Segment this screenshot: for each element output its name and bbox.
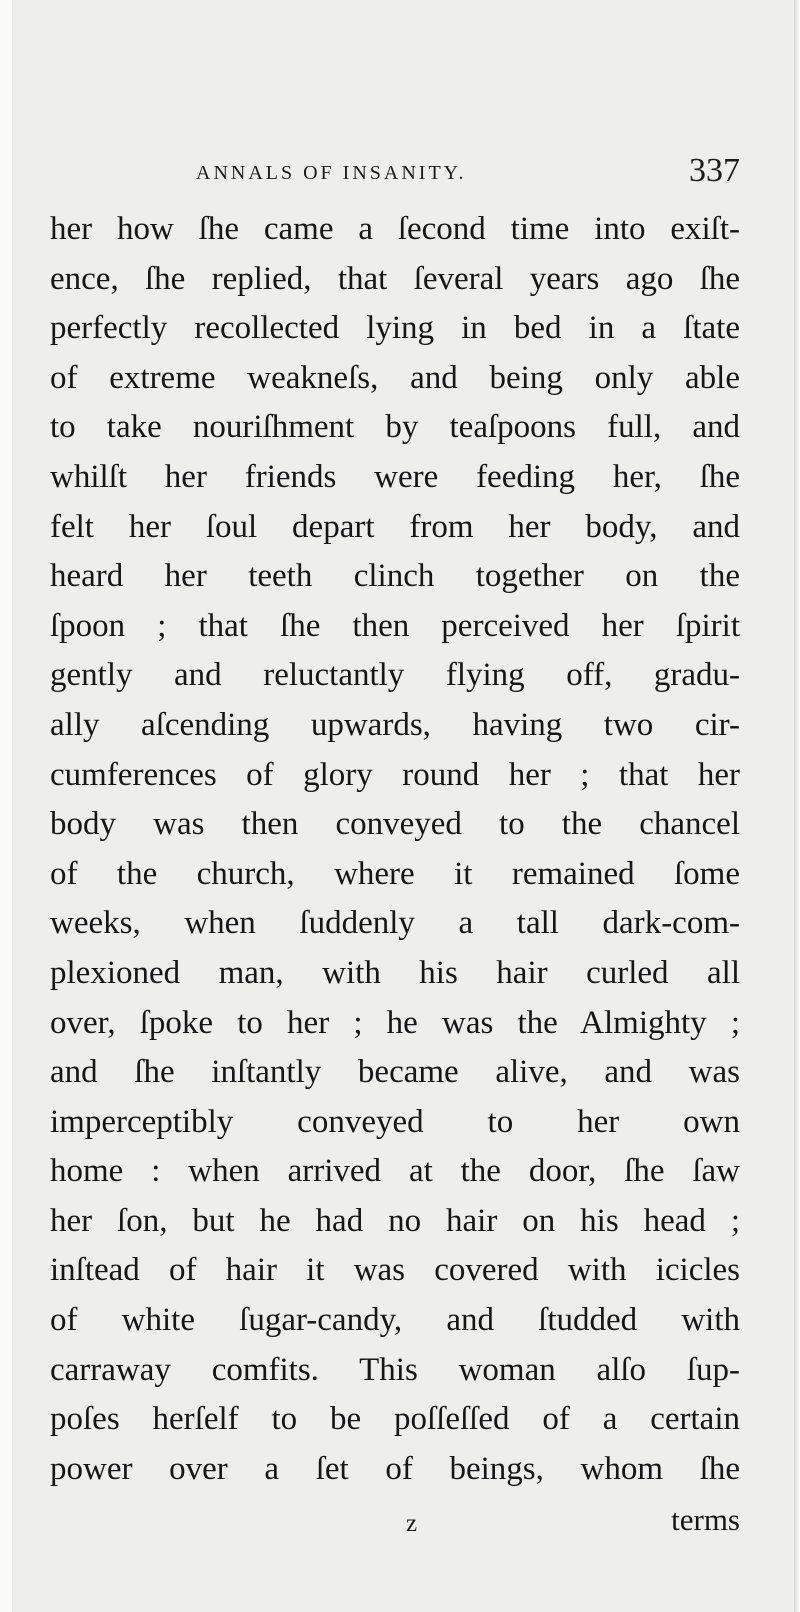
text-line: perfectly recollected lying in bed in a ſtate [50,310,740,347]
page-margin [0,0,12,1612]
page-number: 337 [689,152,740,189]
page-footer [50,1500,740,1550]
text-line: whilſt her friends were feeding her, ſhe [50,458,740,495]
text-line: ſpoon ; that ſhe then perceived her ſpirit [50,607,740,644]
text-line: cumferences of glory round her ; that her [50,756,740,793]
text-line: ence, ſhe replied, that ſeveral years ago ſhe [50,260,740,297]
text-line: inſtead of hair it was covered with icicles [50,1252,740,1289]
text-line: power over a ſet of beings, whom ſhe [50,1450,740,1487]
text-line: gently and reluctantly flying off, gradu- [50,657,740,694]
running-head [50,152,740,198]
catchword: terms [671,1502,740,1537]
text-line: of white ſugar-candy, and ſtudded with [50,1302,740,1339]
text-line: her how ſhe came a ſecond time into exiſt- [50,211,740,247]
text-line: felt her ſoul depart from her body, and [50,508,740,545]
text-line: home : when arrived at the door, ſhe ſaw [50,1153,740,1190]
text-line: plexioned man, with his hair curled all [50,954,740,991]
text-line: ally aſcending upwards, having two cir- [50,706,740,743]
body-text [50,205,740,1494]
text-line: of extreme weakneſs, and being only able [50,359,740,396]
text-line: weeks, when ſuddenly a tall dark-com- [50,905,740,942]
running-title: ANNALS OF INSANITY. [196,162,467,184]
text-line: body was then conveyed to the chancel [50,806,740,843]
text-line: her ſon, but he had no hair on his head ; [50,1202,740,1239]
text-line: carraway comfits. This woman alſo ſup- [50,1351,740,1388]
text-line: of the church, where it remained ſome [50,855,740,892]
page-edge [794,0,800,1612]
text-line: to take nouriſhment by teaſpoons full, and [50,409,740,446]
signature-mark: z [406,1510,418,1537]
text-line: heard her teeth clinch together on the [50,558,740,595]
text-line: poſes herſelf to be poſſeſſed of a certain [50,1401,740,1438]
text-line: imperceptibly conveyed to her own [50,1103,740,1140]
text-line: and ſhe inſtantly became alive, and was [50,1054,740,1091]
text-line: over, ſpoke to her ; he was the Almighty ; [50,1004,740,1041]
